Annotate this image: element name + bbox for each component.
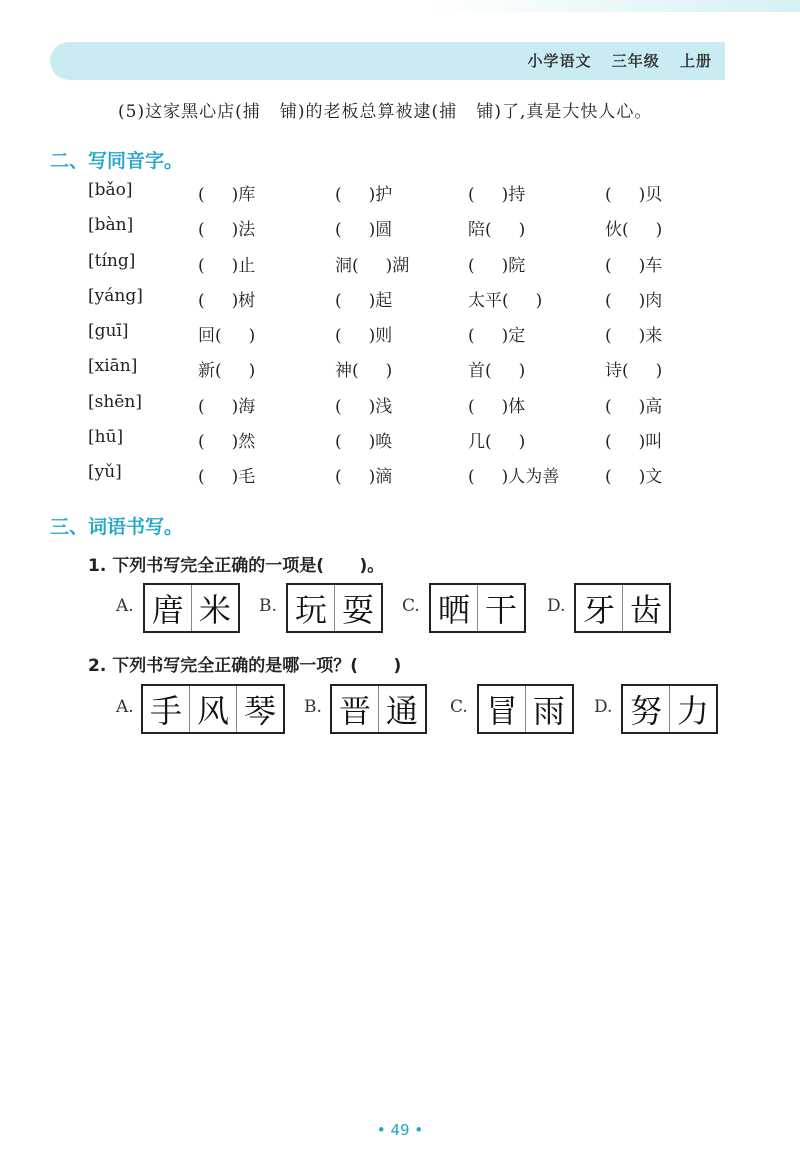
- homophone-row: [88, 180, 708, 210]
- fill-blank-cell[interactable]: ( )定: [468, 326, 526, 346]
- fill-blank-cell[interactable]: ( )护: [335, 185, 393, 205]
- option-character: 齿: [629, 591, 662, 629]
- option-letter[interactable]: D.: [547, 596, 566, 616]
- option-character: 牙: [576, 585, 623, 631]
- pinyin-label: [shēn]: [88, 392, 142, 412]
- fill-blank-cell[interactable]: ( )滴: [335, 467, 393, 487]
- option-character: 力: [676, 692, 709, 730]
- fill-blank-cell[interactable]: ( )起: [335, 291, 393, 311]
- option-word-box[interactable]: [429, 583, 526, 633]
- option-character: 耍: [341, 591, 374, 629]
- homophone-row: [88, 215, 708, 245]
- fill-blank-cell[interactable]: ( )然: [198, 432, 256, 452]
- pinyin-label: [tíng]: [88, 251, 136, 271]
- fill-blank-cell[interactable]: ( )止: [198, 256, 256, 276]
- fill-blank-cell[interactable]: 伙( ): [605, 220, 663, 240]
- fill-blank-cell[interactable]: 陪( ): [468, 220, 526, 240]
- fill-blank-cell[interactable]: ( )贝: [605, 185, 663, 205]
- fill-blank-cell[interactable]: 太平( ): [468, 291, 543, 311]
- fill-blank-cell[interactable]: 洞( )湖: [335, 256, 410, 276]
- fill-blank-cell[interactable]: 神( ): [335, 361, 393, 381]
- option-character: 风: [190, 686, 237, 732]
- homophone-row: [88, 321, 708, 351]
- question-2: 2. 下列书写完全正确的是哪一项？( ): [88, 656, 402, 676]
- pinyin-label: [bǎo]: [88, 180, 133, 200]
- fill-blank-cell[interactable]: ( )车: [605, 256, 663, 276]
- header-subject: 小学语文: [527, 52, 592, 70]
- section3-title: 三、词语书写。: [50, 516, 184, 538]
- pinyin-label: [xiān]: [88, 356, 138, 376]
- header-fade: [430, 0, 800, 12]
- option-character: 晒: [431, 585, 478, 631]
- option-letter[interactable]: B.: [259, 596, 277, 616]
- fill-blank-cell[interactable]: ( )叫: [605, 432, 663, 452]
- fill-blank-cell[interactable]: ( )圆: [335, 220, 393, 240]
- option-word-box[interactable]: [477, 684, 574, 734]
- fill-blank-cell[interactable]: 诗( ): [605, 361, 663, 381]
- option-word-box[interactable]: [621, 684, 718, 734]
- pinyin-label: [yǔ]: [88, 462, 122, 482]
- header-volume: 上册: [679, 52, 712, 70]
- option-word-box[interactable]: [141, 684, 285, 734]
- option-word-box[interactable]: [574, 583, 671, 633]
- fill-blank-cell[interactable]: ( )肉: [605, 291, 663, 311]
- option-letter[interactable]: A.: [116, 697, 134, 717]
- fill-blank-cell[interactable]: ( )文: [605, 467, 663, 487]
- fill-blank-cell[interactable]: ( )唤: [335, 432, 393, 452]
- fill-blank-cell[interactable]: ( )体: [468, 397, 526, 417]
- homophone-row: [88, 427, 708, 457]
- fill-blank-cell[interactable]: ( )持: [468, 185, 526, 205]
- header-label: [513, 50, 712, 71]
- fill-blank-cell[interactable]: ( )人为善: [468, 467, 560, 487]
- fill-blank-cell[interactable]: 几( ): [468, 432, 526, 452]
- page-number: • 49 •: [376, 1121, 424, 1139]
- fill-blank-cell[interactable]: ( )浅: [335, 397, 393, 417]
- option-word-box[interactable]: [143, 583, 240, 633]
- homophone-row: [88, 251, 708, 281]
- option-character: 玩: [288, 585, 335, 631]
- option-character: 冒: [479, 686, 526, 732]
- option-letter[interactable]: C.: [402, 596, 420, 616]
- header-grade: 三年级: [611, 52, 660, 70]
- option-letter[interactable]: B.: [304, 697, 322, 717]
- pinyin-label: [yáng]: [88, 286, 143, 306]
- option-character: 晋: [332, 686, 379, 732]
- pinyin-label: [bàn]: [88, 215, 134, 235]
- pinyin-label: [hū]: [88, 427, 124, 447]
- fill-blank-cell[interactable]: 回( ): [198, 326, 256, 346]
- fill-blank-cell[interactable]: ( )毛: [198, 467, 256, 487]
- option-character: 手: [143, 686, 190, 732]
- homophone-row: [88, 462, 708, 492]
- option-character: 干: [484, 591, 517, 629]
- homophone-row: [88, 392, 708, 422]
- option-word-box[interactable]: [330, 684, 427, 734]
- option-character: 琴: [243, 692, 276, 730]
- option-character: 努: [623, 686, 670, 732]
- option-character: 通: [385, 692, 418, 730]
- fill-blank-cell[interactable]: 新( ): [198, 361, 256, 381]
- fill-blank-cell[interactable]: ( )则: [335, 326, 393, 346]
- fill-blank-cell[interactable]: ( )来: [605, 326, 663, 346]
- homophone-row: [88, 286, 708, 316]
- option-character: 米: [198, 591, 231, 629]
- option-character: 雨: [532, 692, 565, 730]
- fill-blank-cell[interactable]: ( )海: [198, 397, 256, 417]
- fill-blank-cell[interactable]: ( )树: [198, 291, 256, 311]
- option-letter[interactable]: D.: [594, 697, 613, 717]
- question-1: 1. 下列书写完全正确的一项是( )。: [88, 556, 385, 576]
- option-letter[interactable]: C.: [450, 697, 468, 717]
- fill-blank-cell[interactable]: ( )库: [198, 185, 256, 205]
- option-character: 庴: [145, 585, 192, 631]
- homophone-row: [88, 356, 708, 386]
- option-letter[interactable]: A.: [116, 596, 134, 616]
- pinyin-label: [guī]: [88, 321, 129, 341]
- option-word-box[interactable]: [286, 583, 383, 633]
- section2-title: 二、写同音字。: [50, 150, 184, 172]
- fill-blank-cell[interactable]: ( )法: [198, 220, 256, 240]
- fill-blank-cell[interactable]: ( )院: [468, 256, 526, 276]
- fill-blank-cell[interactable]: 首( ): [468, 361, 526, 381]
- fill-blank-cell[interactable]: ( )高: [605, 397, 663, 417]
- sentence-5: (5)这家黑心店(捕 铺)的老板总算被逮(捕 铺)了,真是大快人心。: [118, 102, 653, 122]
